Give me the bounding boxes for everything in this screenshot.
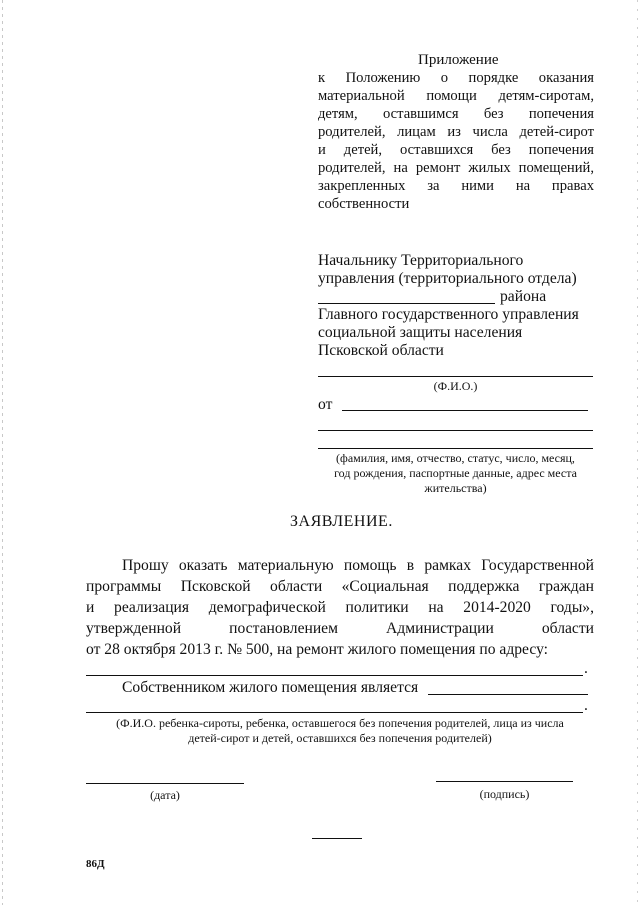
appendix-title: Приложение bbox=[418, 52, 499, 68]
address-blank-line[interactable] bbox=[86, 675, 583, 676]
district-blank-line[interactable] bbox=[318, 303, 495, 304]
signature-caption: (подпись) bbox=[479, 787, 530, 801]
owner-blank-line[interactable] bbox=[428, 694, 588, 695]
page-code: 86Д bbox=[86, 858, 105, 870]
appendix-line: закрепленных за ними на правах bbox=[318, 178, 594, 194]
applicant-caption-line: (фамилия, имя, отчество, статус, число, месяц, bbox=[336, 451, 575, 465]
scan-edge-right bbox=[637, 0, 638, 905]
appendix-line: родителей, лицам из числа детей-сирот bbox=[318, 124, 594, 140]
applicant-caption-line: год рождения, паспортные данные, адрес места bbox=[334, 466, 577, 480]
paragraph-line: и реализация демографической политики на 2014-2020 годы», bbox=[86, 599, 594, 616]
paragraph-line: утвержденной постановлением Администрации области bbox=[86, 620, 594, 637]
appendix-line: и детей, оставшихся без попечения bbox=[318, 142, 594, 158]
appendix-line: к Положению о порядке оказания bbox=[318, 70, 594, 86]
applicant-caption-line: жительства) bbox=[424, 481, 487, 495]
applicant-blank-line[interactable] bbox=[318, 430, 593, 431]
date-blank-line[interactable] bbox=[86, 783, 244, 784]
scan-edge-left bbox=[2, 0, 3, 905]
signature-blank-line[interactable] bbox=[436, 781, 573, 782]
applicant-blank-line[interactable] bbox=[342, 410, 588, 411]
address-period: . bbox=[584, 660, 588, 677]
appendix-line: детям, оставшимся без попечения bbox=[318, 106, 594, 122]
addressee-line: социальной защиты населения bbox=[318, 324, 523, 341]
owner-caption-line: детей-сирот и детей, оставшихся без попечения родителей) bbox=[188, 731, 492, 745]
applicant-blank-line[interactable] bbox=[318, 448, 593, 449]
appendix-line: материальной помощи детям-сиротам, bbox=[318, 88, 594, 104]
date-caption: (дата) bbox=[150, 788, 180, 802]
district-suffix: района bbox=[500, 288, 547, 305]
addressee-line: Главного государственного управления bbox=[318, 306, 579, 323]
appendix-last-line: собственности bbox=[318, 196, 410, 212]
addressee-line: Начальнику Территориального bbox=[318, 252, 524, 269]
owner-period: . bbox=[584, 697, 588, 714]
appendix-line: родителей, на ремонт жилых помещений, bbox=[318, 160, 594, 176]
addressee-line: Псковской области bbox=[318, 342, 444, 359]
owner-label: Собственником жилого помещения является bbox=[122, 679, 419, 696]
paragraph-last-line: от 28 октября 2013 г. № 500, на ремонт жилого помещения по адресу: bbox=[86, 641, 549, 658]
head-fio-blank-line[interactable] bbox=[318, 376, 593, 377]
paragraph-line: Прошу оказать материальную помощь в рамках Государственной bbox=[122, 557, 594, 574]
from-label: от bbox=[318, 396, 333, 413]
owner-caption-line: (Ф.И.О. ребенка-сироты, ребенка, оставшегося без попечения родителей, лица из числа bbox=[116, 716, 564, 730]
owner-fio-blank-line[interactable] bbox=[86, 712, 583, 713]
addressee-line: управления (территориального отдела) bbox=[318, 270, 577, 287]
document-heading: ЗАЯВЛЕНИЕ. bbox=[290, 513, 393, 530]
fio-caption: (Ф.И.О.) bbox=[433, 379, 478, 393]
separator-line bbox=[312, 838, 362, 839]
paragraph-line: программы Псковской области «Социальная поддержка граждан bbox=[86, 578, 594, 595]
